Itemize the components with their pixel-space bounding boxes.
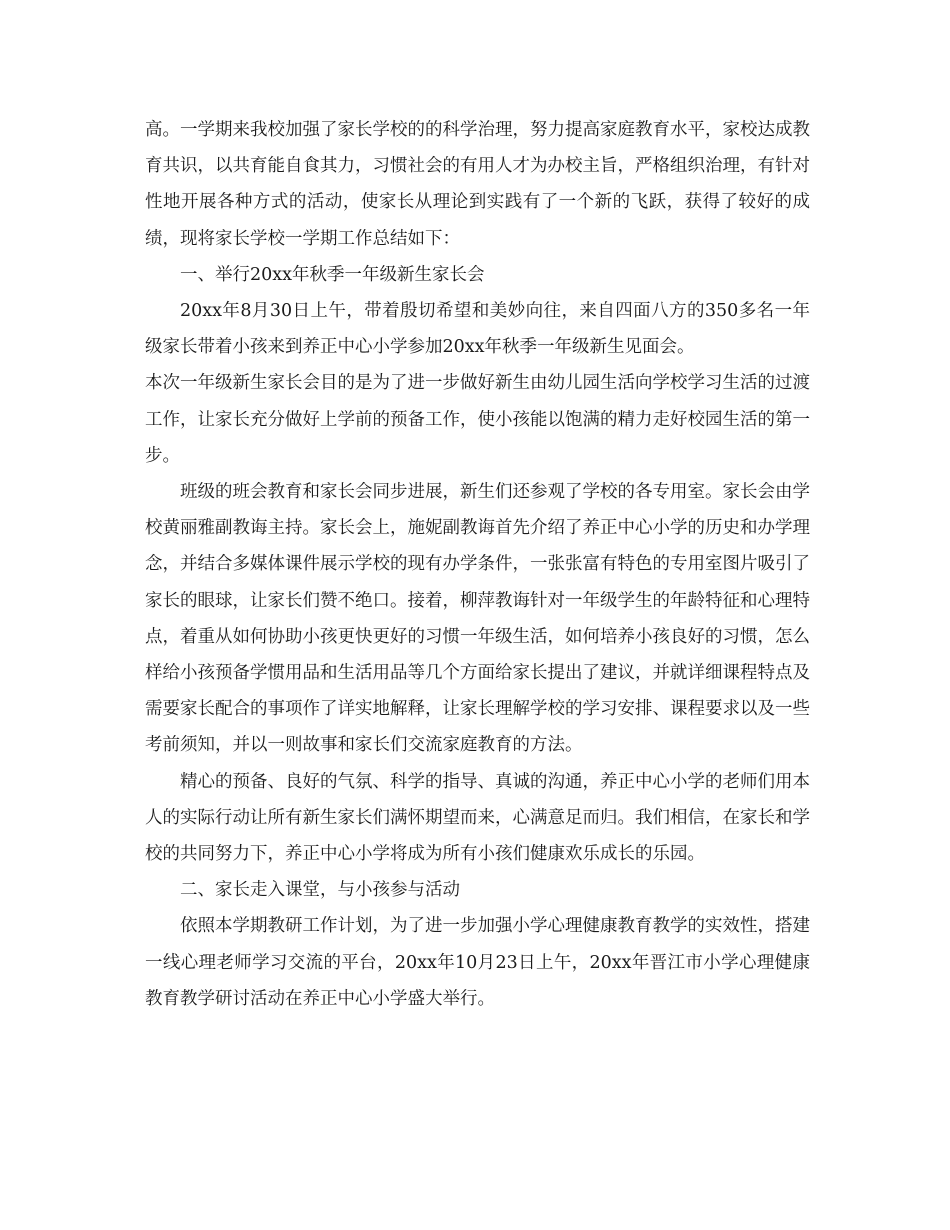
paragraph-meeting-date: 20xx年8月30日上午，带着殷切希望和美妙向往，来自四面八方的350多名一年级家长带着小孩来到养正中心小学参加20xx年秋季一年级新生见面会。: [145, 301, 810, 358]
paragraph-research-activity: 依照本学期教研工作计划，为了进一步加强小学心理健康教育教学的实效性，搭建一线心理老师学习交流的平台，20xx年10月23日上午，20xx年晋江市小学心理健康教育教学研讨活动在养正中心小学盛大举行。: [145, 916, 810, 1009]
paragraph-intro: 高。一学期来我校加强了家长学校的的科学治理，努力提高家庭教育水平，家校达成教育共识，以共育能自食其力，习惯社会的有用人才为办校主旨，严格组织治理，有针对性地开展各种方式的活动，使家长从理论到实践有了一个新的飞跃，获得了较好的成绩，现将家长学校一学期工作总结如下：: [145, 120, 810, 249]
section-heading-1: 一、举行20xx年秋季一年级新生家长会: [180, 264, 485, 285]
section-heading-2: 二、家长走入课堂，与小孩参与活动: [180, 880, 460, 901]
document-body: [145, 112, 810, 1017]
paragraph-meeting-summary: 精心的预备、良好的气氛、科学的指导、真诚的沟通，养正中心小学的老师们用本人的实际行动让所有新生家长们满怀期望而来，心满意足而归。我们相信，在家长和学校的共同努力下，养正中心小学将成为所有小孩们健康欢乐成长的乐园。: [145, 771, 810, 865]
paragraph-meeting-purpose: 本次一年级新生家长会目的是为了进一步做好新生由幼儿园生活向学校学习生活的过渡工作，让家长充分做好上学前的预备工作，使小孩能以饱满的精力走好校园生活的第一步。: [145, 373, 810, 466]
paragraph-meeting-content: 班级的班会教育和家长会同步进展，新生们还参观了学校的各专用室。家长会由学校黄丽雅副教诲主持。家长会上，施妮副教诲首先介绍了养正中心小学的历史和办学理念，并结合多媒体课件展示学校的现有办学条件，一张张富有特色的专用室图片吸引了家长的眼球，让家长们赞不绝口。接着，柳萍教诲针对一年级学生的年龄特征和心理特点，着重从如何协助小孩更快更好的习惯一年级生活，如何培养小孩良好的习惯，怎么样给小孩预备学惯用品和生活用品等几个方面给家长提出了建议，并就详细课程特点及需要家长配合的事项作了详实地解释，让家长理解学校的学习安排、课程要求以及一些考前须知，并以一则故事和家长们交流家庭教育的方法。: [145, 482, 810, 756]
